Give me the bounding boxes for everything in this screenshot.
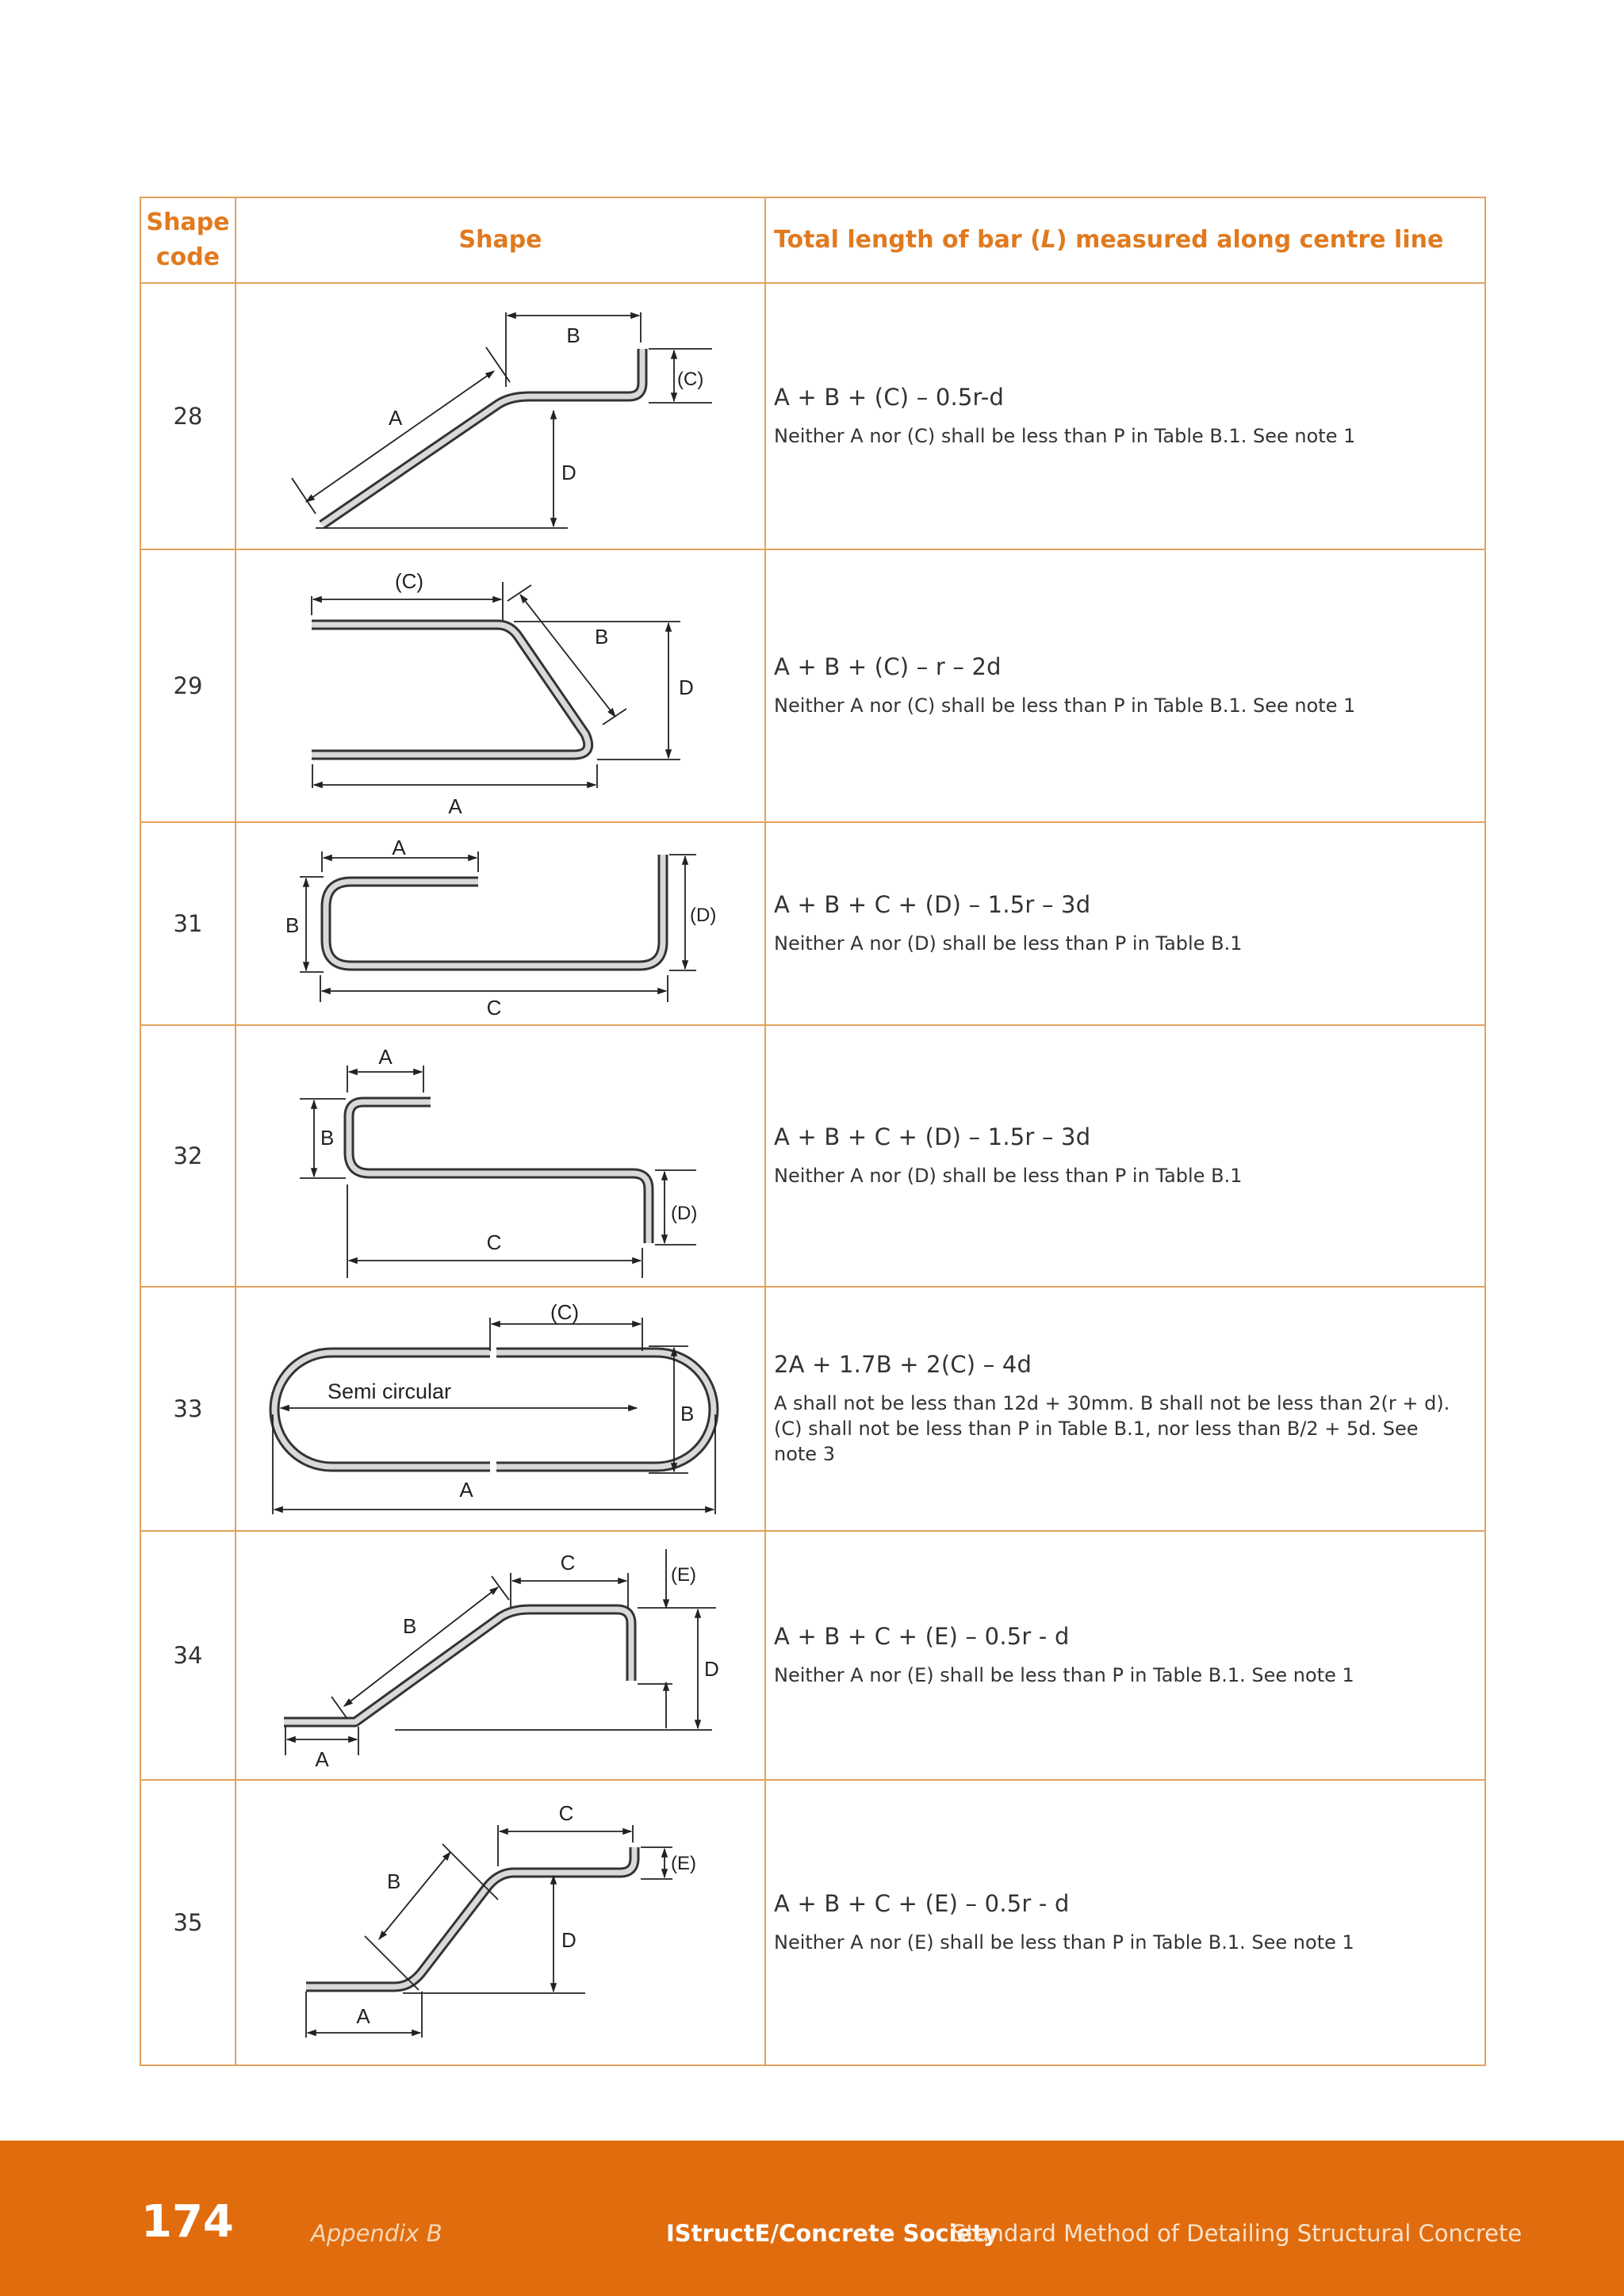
formula-note: A shall not be less than 12d + 30mm. B shall not be less than 2(r + d). (C) shall not be less than P in Table B.1, nor less than B/2 + 5d. See note 3 <box>774 1392 1450 1465</box>
formula-cell <box>765 1287 1485 1531</box>
formula-cell <box>765 1780 1485 2065</box>
formula-note: Neither A nor (D) shall be less than P in Table B.1 <box>774 932 1243 955</box>
formula-note: Neither A nor (D) shall be less than P in Table B.1 <box>774 1165 1243 1187</box>
shape-code: 28 <box>140 283 236 549</box>
header-shape-code: Shape code <box>140 197 236 283</box>
shape-code: 35 <box>140 1780 236 2065</box>
svg-text:C: C <box>560 1551 576 1575</box>
shape-diagram-28 <box>236 283 765 549</box>
svg-text:B: B <box>566 323 580 347</box>
svg-text:A: A <box>392 836 406 859</box>
svg-text:(C): (C) <box>550 1300 580 1324</box>
formula-cell <box>765 1531 1485 1780</box>
table-row <box>140 1531 1485 1780</box>
svg-text:(E): (E) <box>671 1564 696 1586</box>
organisation-label: IStructE/Concrete Society <box>666 2220 998 2247</box>
svg-text:A: A <box>315 1747 329 1771</box>
shape-diagram-32 <box>236 1025 765 1287</box>
length-formula: A + B + (C) – r – 2d <box>774 653 1002 680</box>
length-formula: A + B + (C) – 0.5r-d <box>774 384 1005 411</box>
svg-text:Semi circular: Semi circular <box>327 1380 452 1403</box>
svg-text:(E): (E) <box>671 1853 696 1874</box>
table-row <box>140 822 1485 1025</box>
table-row <box>140 549 1485 822</box>
length-formula: A + B + C + (E) – 0.5r - d <box>774 1890 1070 1917</box>
shape-diagram-35 <box>236 1780 765 2065</box>
svg-text:A: A <box>459 1478 473 1502</box>
svg-text:(C): (C) <box>394 569 424 593</box>
footer-band <box>0 2141 1624 2296</box>
formula-cell <box>765 283 1485 549</box>
svg-text:B: B <box>403 1614 417 1638</box>
formula-note: Neither A nor (C) shall be less than P in Table B.1. See note 1 <box>774 695 1356 717</box>
svg-text:A: A <box>356 2004 370 2028</box>
formula-note: Neither A nor (E) shall be less than P in Table B.1. See note 1 <box>774 1664 1354 1686</box>
svg-text:A: A <box>378 1045 393 1069</box>
svg-text:B: B <box>320 1126 335 1150</box>
svg-text:(C): (C) <box>677 369 704 390</box>
svg-text:D: D <box>679 675 694 699</box>
shape-code: 32 <box>140 1025 236 1287</box>
table-row <box>140 283 1485 549</box>
section-label: Appendix B <box>311 2220 442 2247</box>
shape-code: 34 <box>140 1531 236 1780</box>
length-formula: 2A + 1.7B + 2(C) – 4d <box>774 1351 1032 1378</box>
table-row <box>140 1780 1485 2065</box>
shape-diagram-29 <box>236 549 765 822</box>
svg-text:A: A <box>448 794 462 818</box>
shape-diagram-34 <box>236 1531 765 1780</box>
svg-text:B: B <box>285 913 300 937</box>
formula-cell <box>765 1025 1485 1287</box>
svg-text:(D): (D) <box>671 1203 698 1224</box>
svg-text:D: D <box>561 1928 576 1952</box>
svg-text:C: C <box>558 1801 574 1825</box>
shape-diagram-31 <box>236 822 765 1025</box>
svg-text:C: C <box>486 996 502 1020</box>
table-row <box>140 1287 1485 1531</box>
table-header-row <box>140 197 1485 283</box>
shape-code: 33 <box>140 1287 236 1531</box>
svg-text:A: A <box>389 406 403 430</box>
shape-code: 31 <box>140 822 236 1025</box>
formula-note: Neither A nor (C) shall be less than P in Table B.1. See note 1 <box>774 425 1356 447</box>
table-row <box>140 1025 1485 1287</box>
svg-text:C: C <box>486 1230 502 1254</box>
formula-cell <box>765 822 1485 1025</box>
shape-code-table <box>140 197 1486 2066</box>
shape-diagram-33 <box>236 1287 765 1531</box>
svg-text:D: D <box>704 1657 719 1681</box>
svg-text:B: B <box>387 1869 401 1893</box>
length-formula: A + B + C + (E) – 0.5r - d <box>774 1623 1070 1650</box>
svg-text:B: B <box>680 1402 695 1425</box>
publication-title: Standard Method of Detailing Structural Concrete <box>952 2220 1522 2247</box>
formula-note: Neither A nor (E) shall be less than P in Table B.1. See note 1 <box>774 1931 1354 1954</box>
shape-code: 29 <box>140 549 236 822</box>
length-formula: A + B + C + (D) – 1.5r – 3d <box>774 1123 1091 1150</box>
page-number: 174 <box>141 2196 234 2248</box>
svg-text:(D): (D) <box>690 905 717 926</box>
svg-text:D: D <box>561 461 576 484</box>
formula-cell <box>765 549 1485 822</box>
svg-text:B: B <box>595 625 609 649</box>
header-total-length: Total length of bar (L) measured along centre line <box>765 197 1485 283</box>
header-shape: Shape <box>236 197 765 283</box>
length-formula: A + B + C + (D) – 1.5r – 3d <box>774 891 1091 918</box>
